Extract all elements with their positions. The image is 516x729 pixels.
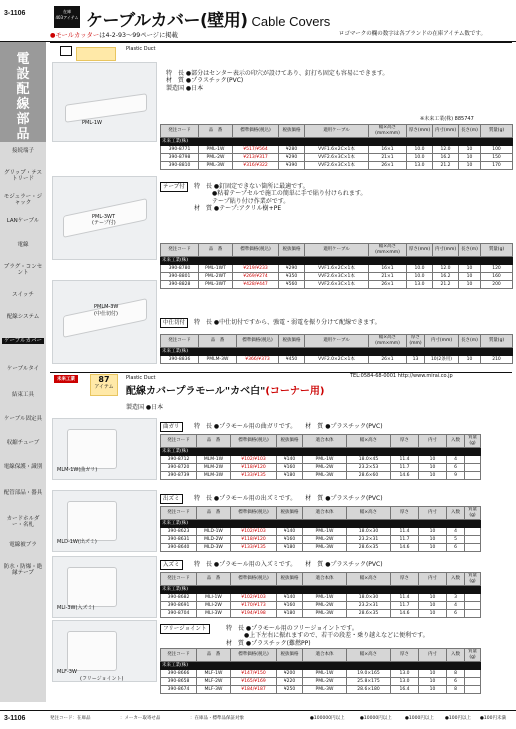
table-row[interactable]: 390-8712 MLM-1W ¥102/¥103 ¥140 PML-1W 18.0×45 11.4 10 4 (161, 456, 481, 464)
table-row[interactable]: 390-8780 PML-1WT ¥219/¥233 ¥290 VVF1.6×2C×1本 16×1 10.0 12.0 10 120 (161, 265, 513, 273)
spec-text: 特 長 ●プラモール用の曲ガリです。 材 質 ●プラスチック(PVC) (194, 423, 383, 430)
fitting-table: 発注コード 品 番 標準価格(税込) 税抜価格 適合本体 幅×高さ 厚さ 内寸 入数 質量(g) 未来工業(株) 390-8712 MLM-1W ¥102/¥103 ¥140 PML-1W 18.0×45 11.4 10 4 390-8720 MLM-2W ¥118/¥120 ¥160 PML-2W 23.2×53 11.7 10 6 390-8739 MLM-3W ¥133/¥135 ¥180 PML-3W 28.6×60 14.6 10 9 (160, 434, 481, 480)
table-row[interactable]: 390-8631 MLD-2W ¥118/¥120 ¥160 PML-2W 23.2×31 11.7 10 5 (161, 536, 481, 544)
stock-tag: 在庫 403アイテム (54, 6, 80, 28)
brand-logo: Plastic Duct (126, 46, 156, 52)
sidebar-item[interactable]: グリップ・テストリード (3, 170, 43, 182)
photo-label: MLF-3W (57, 669, 77, 675)
header-note: ロゴマークの欄の数字は各ブランドの在庫アイテム数です。 (338, 31, 486, 37)
product-photo (52, 620, 157, 682)
sidebar-item[interactable]: 防水・防爆・絶縁テープ (3, 564, 43, 576)
maker-country: 製造国 ●日本 (126, 404, 164, 411)
sidebar-item[interactable]: プラグ・コンセント (3, 264, 43, 276)
section-label: テープ付 (160, 182, 188, 192)
table-row[interactable]: 390-8623 MLD-1W ¥102/¥103 ¥140 PML-1W 18.0×30 11.4 10 4 (161, 528, 481, 536)
spec-text: 特 長 ●プラモール用の入ズミです。 材 質 ●プラスチック(PVC) (194, 561, 383, 568)
fitting-table: 発注コード 品 番 標準価格(税込) 税抜価格 適合本体 幅×高さ 厚さ 内寸 入数 質量(g) 未来工業(株) 390-8623 MLD-1W ¥102/¥103 ¥140 PML-1W 18.0×30 11.4 10 4 390-8631 MLD-2W ¥118/¥120 ¥160 PML-2W 23.2×31 11.7 10 5 390-8640 MLD-3W ¥133/¥135 ¥180 PML-3W 28.6×35 14.6 10 6 (160, 506, 481, 552)
spec-text: 特 長 ●中仕切付ですから、強電・弱電を振り分けて配線できます。 (194, 319, 381, 326)
product-table: 発注コード 品 番 標準価格(税込) 税抜価格 適用ケーブル 幅×高さ(mm×mm) 厚さ(mm) 内寸(mm) 長さ(m) 質量(g) 未来工業(株) 390-8780 PML-1WT ¥219/¥233 ¥290 VVF1.6×2C×1本 16×1 10.0 12.0 10 120 390-8801 PML-2WT ¥269/¥274 ¥350 VVF2.6×3C×1本 21×1 10.0 16.2 10 160 390-8828 PML-3WT ¥428/¥447 ¥560 VVF2.6×3C×1本 26×1 13.0 21.2 10 200 (160, 243, 513, 289)
sidebar-item[interactable]: スイッチ (12, 292, 34, 298)
fitting-table: 発注コード 品 番 標準価格(税込) 税抜価格 適合本体 幅×高さ 厚さ 内寸 入数 質量(g) 未来工業(株) 390-8666 MLF-1W ¥147/¥150 ¥200 PML-1W 19.0×165 13.0 10 8 390-8658 MLF-2W ¥165/¥169 ¥220 PML-2W 25.8×175 13.0 10 6 390-8674 MLF-3W ¥184/¥187 ¥250 PML-3W 28.6×180 16.4 10 8 (160, 648, 481, 694)
footer-page-number: 3-1106 (4, 715, 26, 722)
brand-icon (60, 46, 72, 56)
sidebar-item[interactable]: LANケーブル (6, 218, 40, 224)
table-row[interactable]: 390-8666 MLF-1W ¥147/¥150 ¥200 PML-1W 19.0×165 13.0 10 8 (161, 670, 481, 678)
section-divider (50, 42, 512, 43)
sidebar-item[interactable]: 電線被ブラ (9, 542, 37, 548)
sidebar-item[interactable]: 配線システム (6, 314, 40, 320)
sidebar-item[interactable]: 収縮チューブ (6, 440, 40, 446)
photo-label: PML-3WT (テープ付) (92, 214, 116, 226)
sidebar-item[interactable]: モジュラー・ジャック (3, 194, 43, 206)
sidebar-item[interactable]: 電線保護・識別 (3, 464, 43, 470)
table-row[interactable]: 390-8704 MLI-3W ¥194/¥198 ¥180 PML-3W 28.6×35 14.6 10 6 (161, 610, 481, 618)
sidebar-item[interactable]: 配管部品・器具 (3, 490, 43, 496)
section-label: 中仕切付 (160, 318, 188, 328)
photo-label: MLD-1W(出ズミ) (57, 539, 97, 545)
maker-ref: ●モールカッターは4-2-93〜99ページに掲載 (50, 32, 178, 39)
product-photo (52, 490, 157, 552)
table-row[interactable]: 390-8640 MLD-3W ¥133/¥135 ¥180 PML-3W 28.6×35 14.6 10 6 (161, 544, 481, 552)
section-label: 入ズミ (160, 560, 183, 570)
photo-label: PML-1W (82, 120, 102, 126)
photo-label: PMLM-3W (94, 304, 119, 310)
table-row[interactable]: 390-8798 PML-2W ¥213/¥317 ¥290 VVF2.6×3C×1本 21×1 10.0 16.2 10 150 (161, 154, 513, 162)
table-row[interactable]: 390-8828 PML-3WT ¥428/¥447 ¥560 VVF2.6×3C×1本 26×1 13.0 21.2 10 200 (161, 281, 513, 289)
table-row[interactable]: 390-8682 MLI-1W ¥102/¥103 ¥140 PML-1W 18.0×30 11.4 10 3 (161, 594, 481, 602)
product-photo (52, 62, 157, 142)
table-row[interactable]: 390-8691 MLI-2W ¥170/¥173 ¥160 PML-2W 23.2×31 11.7 10 4 (161, 602, 481, 610)
legend-item: ：メーカー取寄せ品 (120, 716, 161, 721)
sidebar-item[interactable]: ケーブル固定具 (3, 416, 42, 422)
fitting-image (67, 501, 117, 541)
table-header: 発注コード 品 番 標準価格(税込) 税抜価格 適用ケーブル 幅×高さ(mm×mm) 厚さ(mm) 内寸(mm) 長さ(m) 質量(g) (161, 125, 513, 138)
table-row[interactable]: 390-8674 MLF-3W ¥184/¥187 ¥250 PML-3W 28.6×180 16.4 10 8 (161, 686, 481, 694)
spec-text: 特 長 ●プラモール用の出ズミです。 材 質 ●プラスチック(PVC) (194, 495, 383, 502)
table-row[interactable]: 390-8801 PML-2WT ¥269/¥274 ¥350 VVF2.6×3C×1本 21×1 10.0 16.2 10 160 (161, 273, 513, 281)
section-title: 配線カバープラモール"カベ白"(コーナー用) (126, 386, 325, 397)
sidebar-item[interactable]: 接続端子 (11, 148, 34, 154)
product-table: 発注コード 品 番 標準価格(税込) 税抜価格 適用ケーブル 幅×高さ(mm×mm) 厚さ(mm) 内寸(mm) 長さ(m) 質量(g) 未来工業(株) 390-8771 PML-1W ¥517/¥564 ¥280 VVF1.6×2C×1本 16×1 10.0 12.0 10 100 390-8798 PML-2W ¥213/¥317 ¥290 VVF2.6×3C×1本 21×1 10.0 16.2 10 150 390-8810 PML-3W ¥316/¥322 ¥390 VVF2.6×3C×1本 26×1 13.0 21.2 10 170 (160, 124, 513, 170)
sidebar-item[interactable]: カードホルダー・名札 (6, 516, 40, 528)
section-label: 曲ガリ (160, 422, 183, 432)
product-photo (52, 556, 157, 618)
legend-item: ●100円以上 (445, 716, 472, 721)
category-sidebar (0, 42, 46, 702)
spec-text: 特 長 ●部分はセンター表示の印穴が設けてあり、釘打ち固定も容易にできます。 材 質 ●プラスチック(PVC) 製造国 ●日本 (166, 70, 389, 92)
item-count-box: 87 アイテム (90, 374, 118, 396)
photo-label: MLI-3W(入ズミ) (57, 605, 95, 611)
fitting-image (67, 567, 117, 607)
table-row[interactable]: 390-8810 PML-3W ¥316/¥322 ¥390 VVF2.6×3C×1本 26×1 13.0 21.2 10 170 (161, 162, 513, 170)
table-row[interactable]: 390-8739 MLM-3W ¥133/¥135 ¥180 PML-3W 28.6×60 14.6 10 9 (161, 472, 481, 480)
section-label: 出ズミ (160, 494, 183, 504)
sidebar-item-active[interactable]: ケーブルカバー (3, 338, 42, 344)
product-table: 発注コード 品 番 標準価格(税込) 税抜価格 適用ケーブル 幅×高さ(mm×mm) 厚さ(mm) 内寸(mm) 長さ(m) 質量(g) 未来工業(株) 390-8836 PMLM-3W ¥366/¥373 ¥450 VVF2.0×2C×1本 26×1 13 10(2条用) 10 210 (160, 334, 513, 364)
contact-info: TEL:0584-68-0001 http://www.mirai.co.jp (350, 373, 453, 379)
sidebar-item[interactable]: 結束工具 (11, 392, 34, 398)
spec-text: 特 長 ●釘固定できない箇所に最適です。 ●粘着テープセルで施工の簡単に手で貼り付けられます。 テープ貼り付け作業がです。 材 質 ●テープ:アクリル樹+PE (194, 183, 367, 212)
product-photo (52, 418, 157, 480)
legend-item: ●1000円以上 (405, 716, 434, 721)
spec-text: 特 長 ●プラモール用のフリージョイントです。 ●上下左右に振れますので、若干の段差・乗り越えなどに便利です。 材 質 ●プラスチック(難燃PP) (226, 625, 429, 647)
brand-logo-box (76, 47, 116, 61)
fitting-image (67, 631, 117, 671)
sidebar-band: 電設配線部品 (0, 42, 46, 142)
photo-label: MLM-1W(曲ガリ) (57, 467, 98, 473)
photo-label-sub: (フリージョイント) (80, 676, 124, 682)
legend-item: ●100000円以上 (310, 716, 345, 721)
fitting-table: 発注コード 品 番 標準価格(税込) 税抜価格 適合本体 幅×高さ 厚さ 内寸 入数 質量(g) 未来工業(株) 390-8682 MLI-1W ¥102/¥103 ¥140 PML-1W 18.0×30 11.4 10 3 390-8691 MLI-2W ¥170/¥173 ¥160 PML-2W 23.2×31 11.7 10 4 390-8704 MLI-3W ¥194/¥198 ¥180 PML-3W 28.6×35 14.6 10 6 (160, 572, 481, 618)
brand-logo: Plastic Duct (126, 375, 156, 381)
page-title-en: Cable Covers (251, 14, 331, 29)
sidebar-item[interactable]: ケーブルタイ (6, 366, 40, 372)
duct-image (65, 93, 147, 123)
sidebar-item[interactable]: 電線 (17, 242, 29, 248)
page-footer (0, 710, 516, 729)
photo-label-sub: (中仕切付) (94, 311, 118, 317)
page-number: 3-1106 (4, 10, 26, 17)
legend-item: ●10000円以上 (360, 716, 392, 721)
legend-item: 発注コード：在庫品 (50, 716, 91, 721)
legend-item: ●100円未満 (480, 716, 507, 721)
fitting-image (67, 429, 117, 469)
legend-item: ：在庫品・標準品保証対象 (190, 716, 244, 721)
table-row[interactable]: 390-8720 MLM-2W ¥118/¥120 ¥160 PML-2W 23.2×53 11.7 10 6 (161, 464, 481, 472)
table-row[interactable]: 390-8836 PMLM-3W ¥366/¥373 ¥450 VVF2.0×2C×1本 26×1 13 10(2条用) 10 210 (161, 356, 513, 364)
section-label: フリージョイント (160, 624, 210, 634)
product-photo (52, 280, 157, 364)
page-title: ケーブルカバー(壁用) Cable Covers (86, 11, 331, 31)
table-row[interactable]: 390-8771 PML-1W ¥517/¥564 ¥280 VVF1.6×2C×1本 16×1 10.0 12.0 10 100 (161, 146, 513, 154)
table-row[interactable]: 390-8658 MLF-2W ¥165/¥169 ¥220 PML-2W 25.8×175 13.0 10 6 (161, 678, 481, 686)
brand-star: 未来工業 (54, 375, 78, 383)
note-right: ※未来工業(株) 885747 (420, 116, 474, 122)
